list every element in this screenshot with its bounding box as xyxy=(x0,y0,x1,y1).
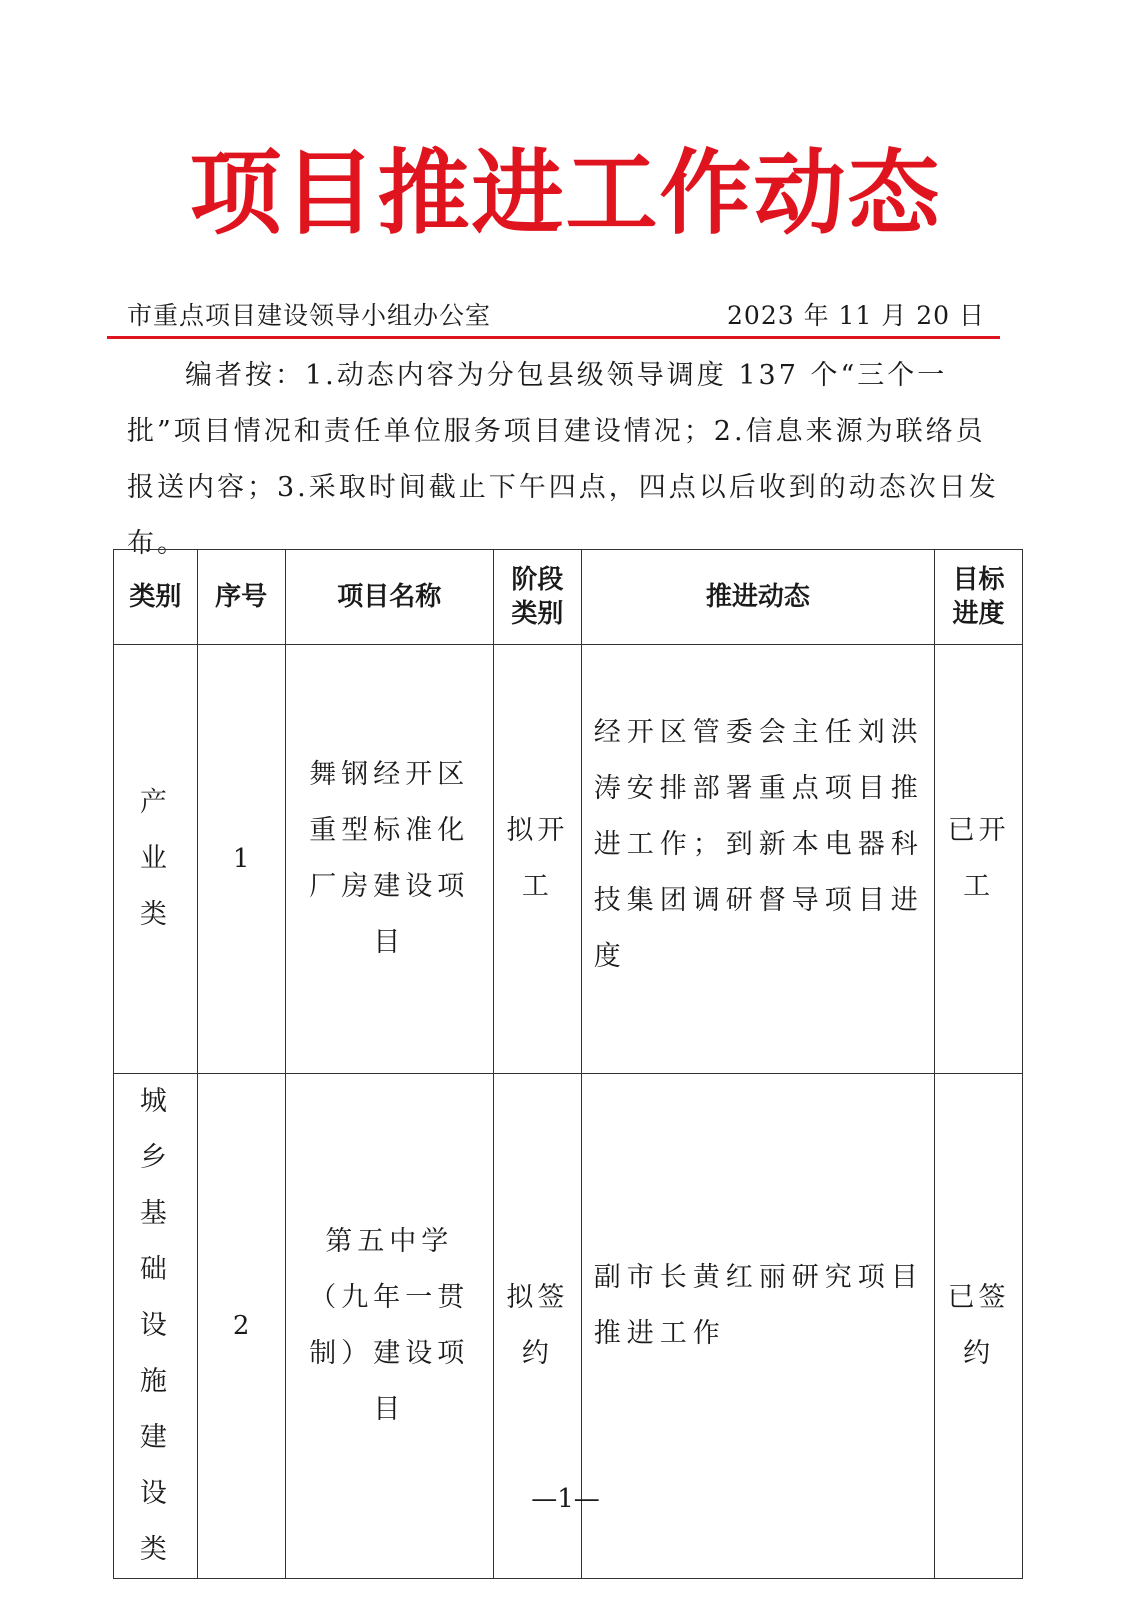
cell-seq: 1 xyxy=(197,645,285,1074)
header-seq: 序号 xyxy=(197,550,285,645)
cell-project-name: 舞钢经开区重型标准化厂房建设项目 xyxy=(285,645,493,1074)
header-name: 项目名称 xyxy=(285,550,493,645)
cell-project-name: 第五中学（九年一贯制）建设项目 xyxy=(285,1074,493,1579)
cell-progress: 副市长黄红丽研究项目推进工作 xyxy=(581,1074,934,1579)
cell-category: 产业类 xyxy=(114,645,198,1074)
cell-progress: 经开区管委会主任刘洪涛安排部署重点项目推进工作；到新本电器科技集团调研督导项目进度 xyxy=(581,645,934,1074)
header-target: 目标进度 xyxy=(935,550,1023,645)
cell-target: 已开工 xyxy=(935,645,1023,1074)
document-title: 项目推进工作动态 xyxy=(189,140,942,247)
issue-date: 2023 年 11 月 20 日 xyxy=(727,301,985,330)
cell-target: 已签约 xyxy=(935,1074,1023,1579)
header-stage: 阶段类别 xyxy=(493,550,581,645)
cell-category: 城乡基础设施建设类 xyxy=(114,1074,198,1579)
table-row xyxy=(114,645,1023,1074)
cell-seq: 2 xyxy=(197,1074,285,1579)
project-table xyxy=(113,549,1023,1579)
page-number: —1— xyxy=(531,1484,600,1514)
red-divider xyxy=(107,336,1000,339)
issuer: 市重点项目建设领导小组办公室 xyxy=(127,301,492,330)
header-category: 类别 xyxy=(114,550,198,645)
cell-stage: 拟开工 xyxy=(493,645,581,1074)
cell-stage: 拟签约 xyxy=(493,1074,581,1579)
editor-note: 编者按：1.动态内容为分包县级领导调度 137 个“三个一批”项目情况和责任单位服务项目建设情况；2.信息来源为联络员报送内容；3.采取时间截止下午四点，四点以后收到的动态次日发布。 xyxy=(127,360,999,559)
table-header-row xyxy=(114,550,1023,645)
header-progress: 推进动态 xyxy=(581,550,934,645)
